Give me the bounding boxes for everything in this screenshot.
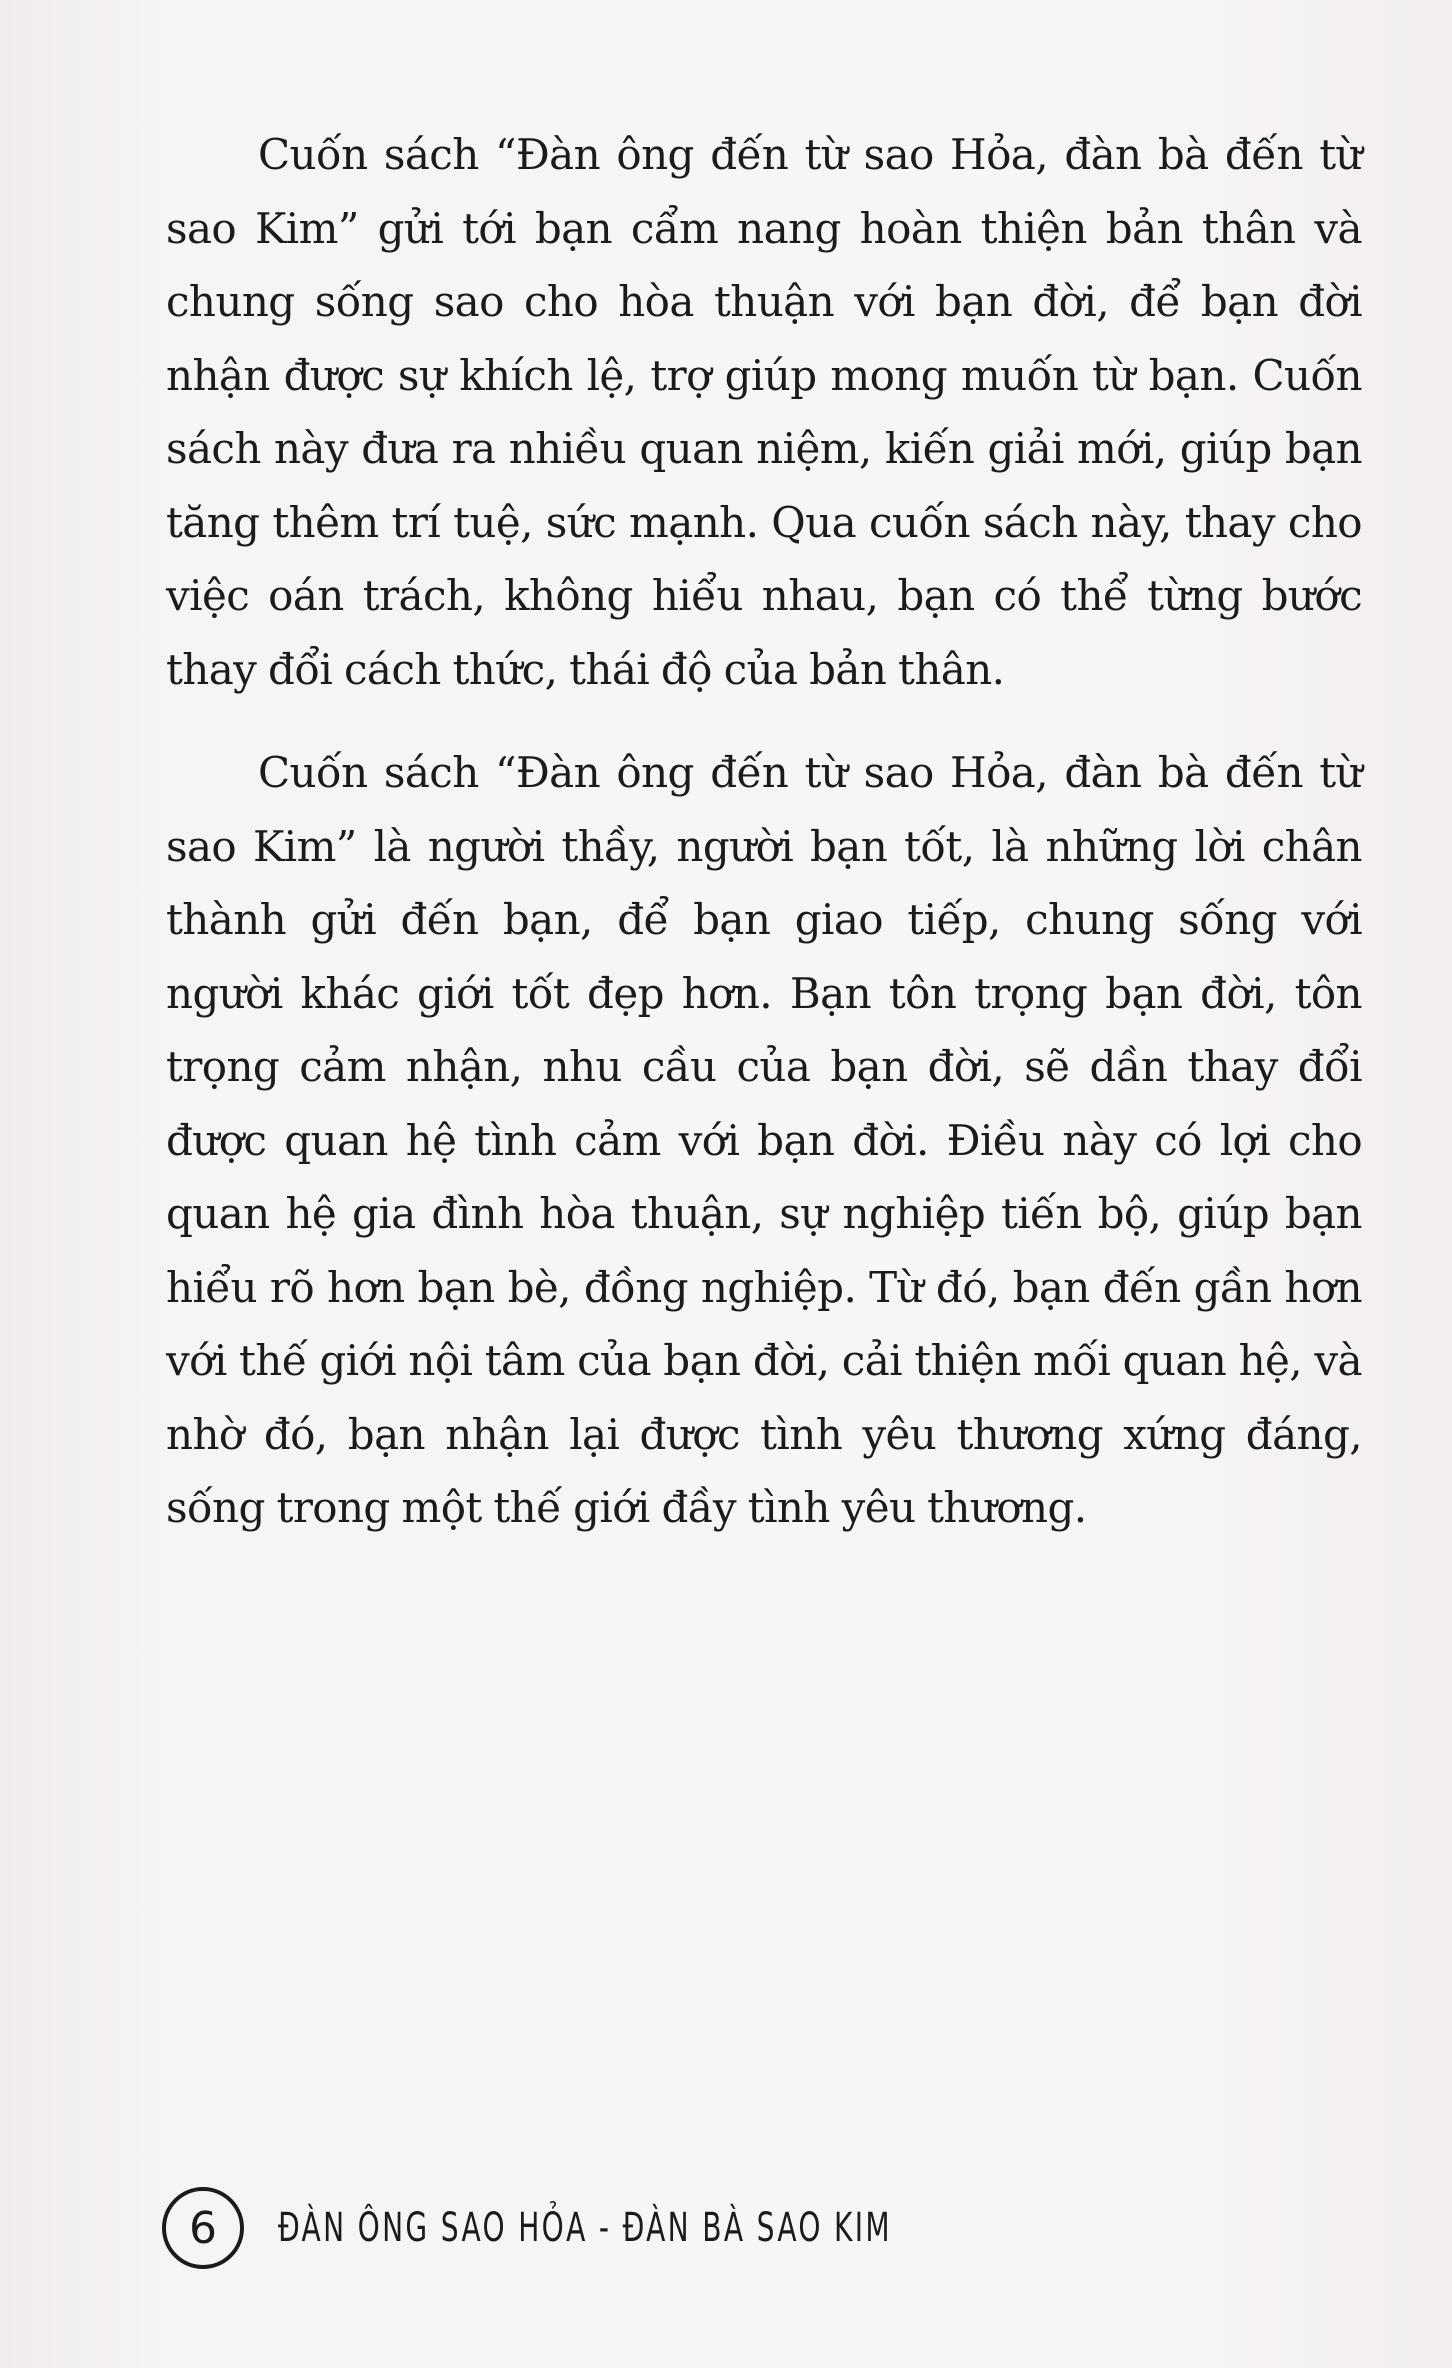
page-number: 6 xyxy=(162,2187,244,2269)
paragraph-2: Cuốn sách “Đàn ông đến từ sao Hỏa, đàn bà đến từ sao Kim” là người thầy, người bạn tốt, là những lời chân thành gửi đến bạn, để bạn giao tiếp, chung sống với người khác giới tốt đẹp hơn. Bạn tôn trọng bạn đời, tôn trọng cảm nhận, nhu cầu của bạn đời, sẽ dần thay đổi được quan hệ tình cảm với bạn đời. Điều này có lợi cho quan hệ gia đình hòa thuận, sự nghiệp tiến bộ, giúp bạn hiểu rõ hơn bạn bè, đồng nghiệp. Từ đó, bạn đến gần hơn với thế giới nội tâm của bạn đời, cải thiện mối quan hệ, và nhờ đó, bạn nhận lại được tình yêu thương xứng đáng, sống trong một thế giới đầy tình yêu thương. xyxy=(166,748,1362,1532)
running-title: ĐÀN ÔNG SAO HỎA - ĐÀN BÀ SAO KIM xyxy=(278,2205,892,2251)
paragraph-1: Cuốn sách “Đàn ông đến từ sao Hỏa, đàn bà đến từ sao Kim” gửi tới bạn cẩm nang hoàn thiện bản thân và chung sống sao cho hòa thuận với bạn đời, để bạn đời nhận được sự khích lệ, trợ giúp mong muốn từ bạn. Cuốn sách này đưa ra nhiều quan niệm, kiến giải mới, giúp bạn tăng thêm trí tuệ, sức mạnh. Qua cuốn sách này, thay cho việc oán trách, không hiểu nhau, bạn có thể từng bước thay đổi cách thức, thái độ của bản thân. xyxy=(166,130,1362,694)
page-footer xyxy=(162,2180,1065,2276)
body-text xyxy=(166,118,1362,1545)
